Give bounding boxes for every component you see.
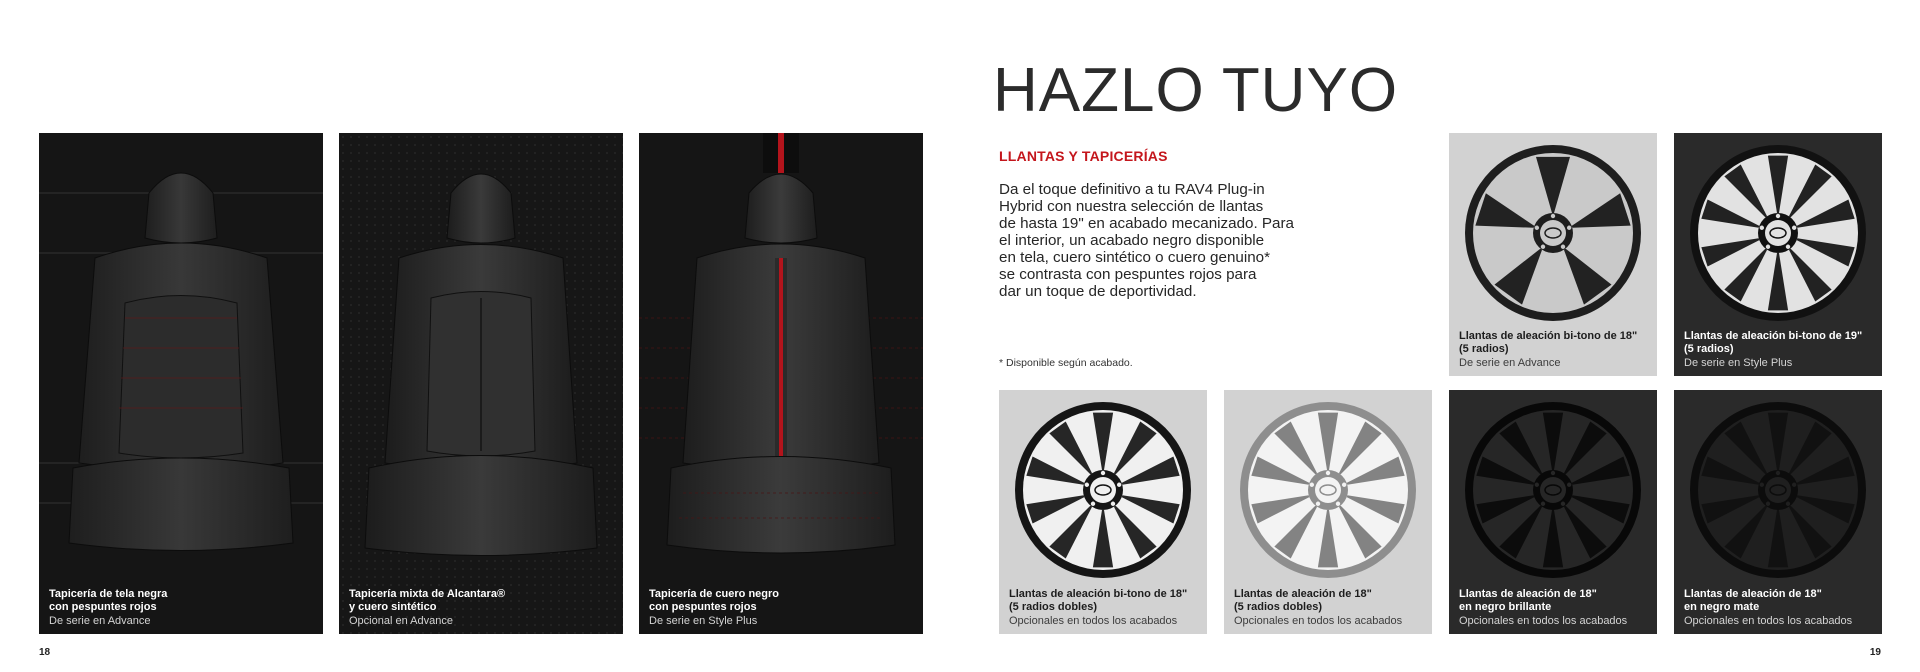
wheel-name: Llantas de aleación de 18" (1684, 587, 1822, 600)
body-line: el interior, un acabado negro disponible (999, 232, 1265, 249)
wheel-availability: Opcionales en todos los acabados (1234, 614, 1403, 627)
upholstery-tile-leather (639, 133, 923, 634)
wheel-tile-bitone-18-double-spoke (999, 390, 1207, 634)
body-line: se contrasta con pespuntes rojos para (999, 266, 1257, 283)
fabric-seat-image (39, 133, 323, 634)
wheel-availability: Opcionales en todos los acabados (1009, 614, 1178, 627)
section-body (999, 181, 1309, 300)
upholstery-caption (49, 588, 167, 629)
wheel-caption (1459, 588, 1627, 629)
wheel-tile-bitone-19-5-spoke (1674, 133, 1882, 376)
wheel-detail: (5 radios) (1684, 343, 1734, 355)
body-line: Da el toque definitivo a tu RAV4 Plug-in (999, 181, 1265, 198)
alcantara-seat-image (339, 133, 623, 634)
page-title: HAZLO TUYO (993, 56, 1399, 125)
upholstery-tile-fabric (39, 133, 323, 634)
wheel-caption (1684, 330, 1862, 371)
upholstery-detail: y cuero sintético (349, 601, 437, 613)
wheel-detail: (5 radios) (1459, 343, 1509, 355)
upholstery-availability: De serie en Style Plus (649, 614, 758, 627)
section-heading: LLANTAS Y TAPICERÍAS (999, 148, 1168, 164)
upholstery-detail: con pespuntes rojos (49, 601, 157, 613)
wheel-availability: Opcionales en todos los acabados (1459, 614, 1628, 627)
wheel-availability: De serie en Style Plus (1684, 356, 1793, 369)
wheel-detail: (5 radios dobles) (1234, 601, 1323, 613)
wheel-name: Llantas de aleación de 18" (1234, 587, 1372, 600)
upholstery-caption (649, 588, 779, 629)
wheel-caption (1684, 588, 1852, 629)
body-line: en tela, cuero sintético o cuero genuino* (999, 249, 1271, 266)
body-line: Hybrid con nuestra selección de llantas (999, 198, 1264, 215)
body-line: dar un toque de deportividad. (999, 283, 1197, 300)
page-number-left: 18 (39, 647, 51, 658)
wheel-name: Llantas de aleación de 18" (1459, 587, 1597, 600)
body-line: de hasta 19" en acabado mecanizado. Para (999, 215, 1295, 232)
wheel-detail: en negro mate (1684, 601, 1760, 613)
wheel-caption (1234, 588, 1402, 629)
leather-seat-image (639, 133, 923, 634)
upholstery-name: Tapicería mixta de Alcantara® (349, 587, 506, 600)
wheel-tile-matte-black-18 (1674, 390, 1882, 634)
upholstery-detail: con pespuntes rojos (649, 601, 757, 613)
upholstery-name: Tapicería de cuero negro (649, 587, 780, 600)
upholstery-caption (349, 588, 505, 629)
wheel-caption (1459, 330, 1637, 371)
page-number-right: 19 (1869, 647, 1881, 658)
wheel-availability: Opcionales en todos los acabados (1684, 614, 1853, 627)
upholstery-tile-alcantara (339, 133, 623, 634)
wheel-detail: en negro brillante (1459, 601, 1552, 613)
wheel-tile-gloss-black-18 (1449, 390, 1657, 634)
wheel-tile-silver-18-double-spoke (1224, 390, 1432, 634)
wheel-detail: (5 radios dobles) (1009, 601, 1098, 613)
footnote: * Disponible según acabado. (999, 357, 1133, 369)
wheel-availability: De serie en Advance (1459, 356, 1561, 369)
upholstery-availability: De serie en Advance (49, 614, 151, 627)
wheel-name: Llantas de aleación bi-tono de 18" (1009, 587, 1188, 600)
upholstery-name: Tapicería de tela negra (49, 587, 168, 600)
upholstery-availability: Opcional en Advance (349, 614, 453, 627)
wheel-name: Llantas de aleación bi-tono de 19" (1684, 329, 1863, 342)
wheel-name: Llantas de aleación bi-tono de 18" (1459, 329, 1638, 342)
wheel-caption (1009, 588, 1187, 629)
wheel-tile-bitone-18-5-spoke (1449, 133, 1657, 376)
